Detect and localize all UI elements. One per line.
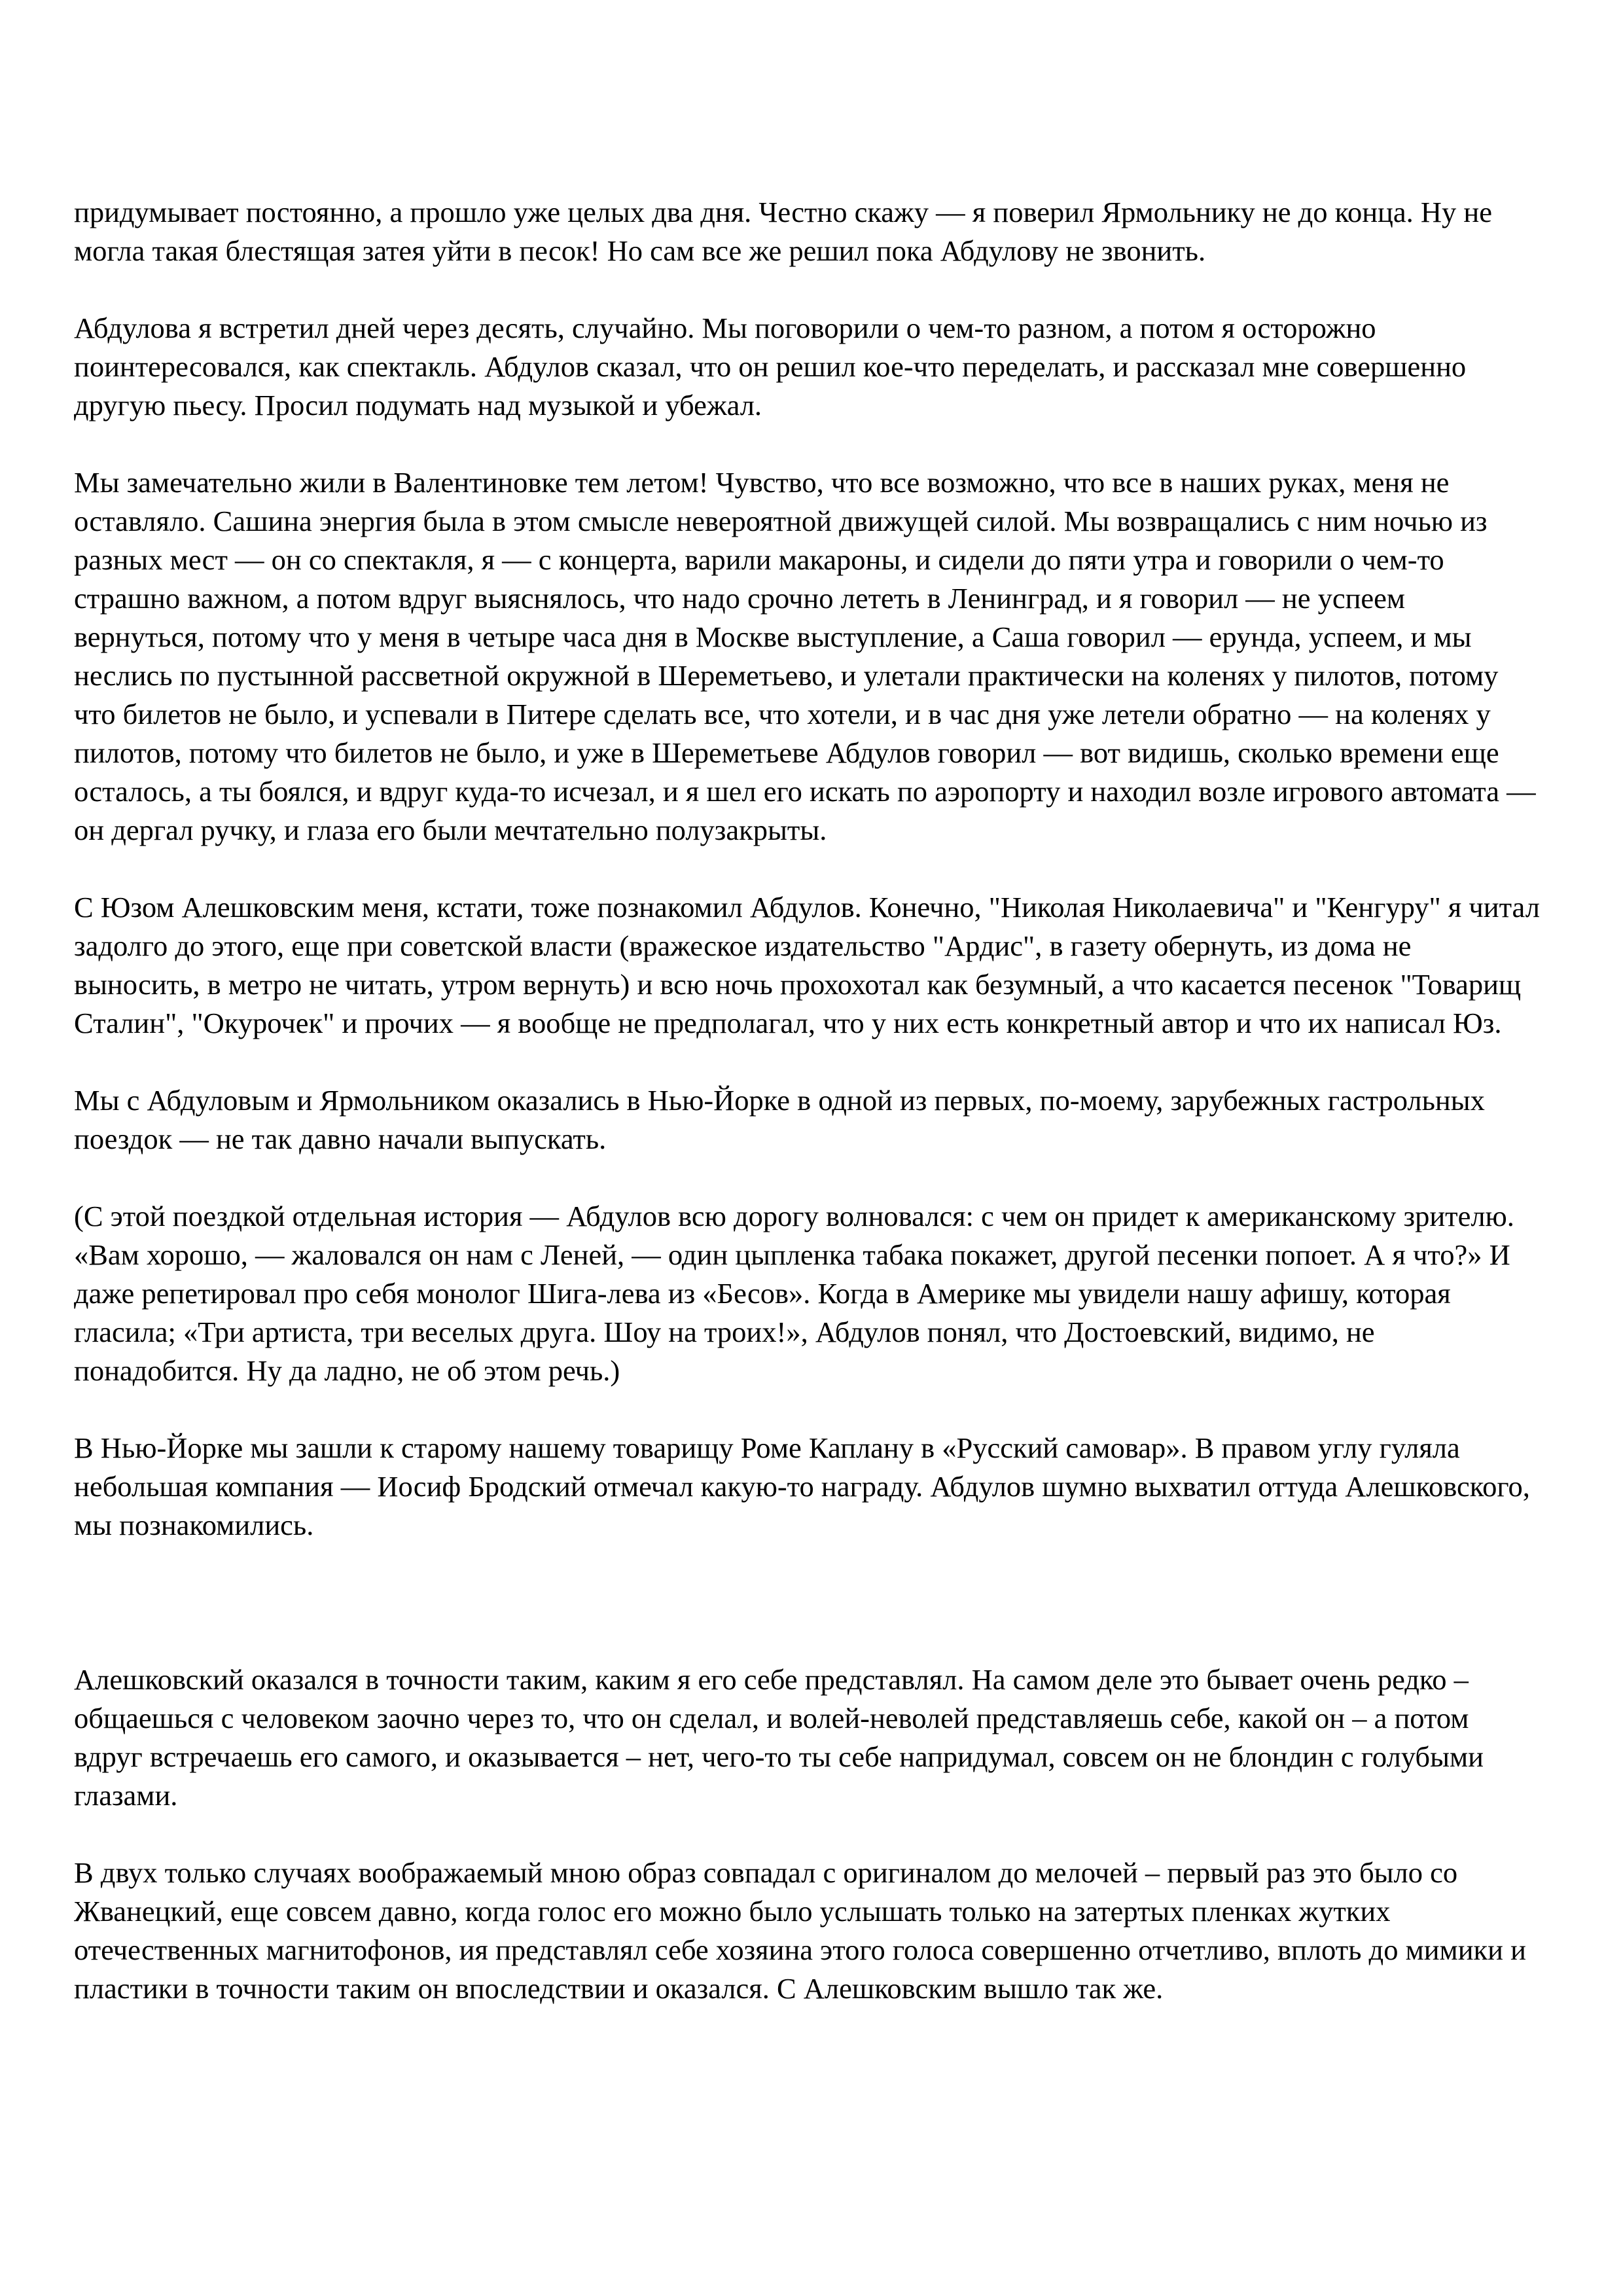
paragraph-1: придумывает постоянно, а прошло уже целых два дня. Честно скажу — я поверил Ярмольнику не до конца. Ну не могла такая блестящая затея уйти в песок! Но сам все же решил пока Абдулову не звонить. <box>74 196 1492 267</box>
document-page <box>74 193 1540 2008</box>
paragraph-3: Мы замечательно жили в Валентиновке тем летом! Чувство, что все возможно, что все в наших руках, меня не оставляло. Сашина энергия была в этом смысле невероятной движущей силой. Мы возвращались с ним ночью из разных мест — он со спектакля, я — с концерта, варили макароны, и сидели до пяти утра и говорили о чем-то страшно важном, а потом вдруг выяснялось, что надо срочно лететь в Ленинград, и я говорил — не успеем вернуться, потому что у меня в четыре часа дня в Москве выступление, а Саша говорил — ерунда, успеем, и мы неслись по пустынной рассветной окружной в Шереметьево, и улетали практически на коленях у пилотов, потому что билетов не было, и успевали в Питере сделать все, что хотели, и в час дня уже летели обратно — на коленях у пилотов, потому что билетов не было, и уже в Шереметьеве Абдулов говорил — вот видишь, сколько времени еще осталось, а ты боялся, и вдруг куда-то исчезал, и я шел его искать по аэропорту и находил возле игрового автомата — он дергал ручку, и глаза его были мечтательно полузакрыты. <box>74 466 1536 846</box>
paragraph-8: Алешковский оказался в точности таким, каким я его себе представлял. На самом деле это бывает очень редко – общаешься с человеком заочно через то, что он сделал, и волей-неволей представляешь себе, какой он – а потом вдруг встречаешь его самого, и оказывается – нет, чего-то ты себе напридумал, совсем он не блондин с голубыми глазами. <box>74 1663 1484 1812</box>
paragraph-7: В Нью-Йорке мы зашли к старому нашему товарищу Роме Каплану в «Русский самовар». В правом углу гуляла небольшая компания — Иосиф Бродский отмечал какую-то награду. Абдулов шумно выхватил оттуда Алешковского, мы познакомились. <box>74 1431 1530 1541</box>
paragraph-4: С Юзом Алешковским меня, кстати, тоже познакомил Абдулов. Конечно, "Николая Николаевича" и "Кенгуру" я читал задолго до этого, еще при советской власти (вражеское издательство "Ардис", в газету обернуть, из дома не выносить, в метро не читать, утром вернуть) и всю ночь прохохотал как безумный, а что касается песенок "Товарищ Сталин", "Окурочек" и прочих — я вообще не предполагал, что у них есть конкретный автор и что их написал Юз. <box>74 891 1540 1039</box>
paragraph-5: Мы с Абдуловым и Ярмольником оказались в Нью-Йорке в одной из первых, по-моему, зарубежных гастрольных поездок — не так давно начали выпускать. <box>74 1084 1485 1155</box>
paragraph-2: Абдулова я встретил дней через десять, случайно. Мы поговорили о чем-то разном, а потом я осторожно поинтересовался, как спектакль. Абдулов сказал, что он решил кое-что переделать, и рассказал мне совершенно другую пьесу. Просил подумать над музыкой и убежал. <box>74 312 1467 422</box>
paragraph-9: В двух только случаях воображаемый мною образ совпадал с оригиналом до мелочей – первый раз это было со Жванецкий, еще совсем давно, когда голос его можно было услышать только на затертых пленках жутких отечественных магнитофонов, ия представлял себе хозяина этого голоса совершенно отчетливо, вплоть до мимики и пластики в точности таким он впоследствии и оказался. С Алешковским вышло так же. <box>74 1856 1526 2005</box>
paragraph-6: (С этой поездкой отдельная история — Абдулов всю дорогу волновался: с чем он придет к американскому зрителю. «Вам хорошо, — жаловался он нам с Леней, — один цыпленка табака покажет, другой песенки попоет. А я что?» И даже репетировал про себя монолог Шига-лева из «Бесов». Когда в Америке мы увидели нашу афишу, которая гласила; «Три артиста, три веселых друга. Шоу на троих!», Абдулов понял, что Достоевский, видимо, не понадобится. Ну да ладно, не об этом речь.) <box>74 1200 1514 1387</box>
